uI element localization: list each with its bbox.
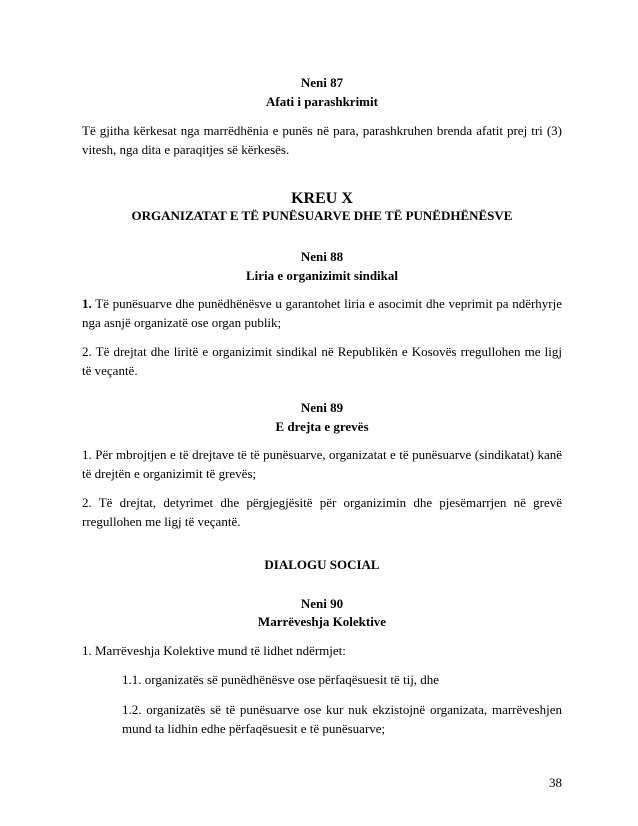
article-90-title: Marrëveshja Kolektive	[257, 614, 387, 629]
article-88-number: Neni 88	[300, 249, 344, 264]
article-90-paragraph-1: 1. Marrëveshja Kolektive mund të lidhet ndërmjet:	[82, 643, 346, 658]
paragraph-number: 1.	[82, 296, 92, 311]
document-page	[82, 0, 562, 826]
paragraph-text: Të punësuarve dhe punëdhënësve u garantohet liria e asocimit dhe veprimit pa ndërhyrje nga asnjë organizatë ose organ publik;	[82, 296, 562, 330]
chapter-label: KREU X	[291, 190, 353, 207]
article-89-title: E drejta e grevës	[275, 419, 369, 434]
article-88-paragraph-2: 2. Të drejtat dhe liritë e organizimit sindikal në Republikën e Kosovës rregullohen me ligj të veçantë.	[82, 344, 562, 378]
article-87-text: Të gjitha kërkesat nga marrëdhënia e punës në para, parashkruhen brenda afatit prej tri (3) vitesh, nga dita e paraqitjes së kërkesës.	[82, 123, 562, 157]
page-number: 38	[549, 775, 562, 790]
article-90-item-1-2: 1.2. organizatës së të punësuarve ose kur nuk ekzistojnë organizata, marrëveshjen mund ta lidhin edhe përfaqësuesit e të punësuarve;	[122, 702, 562, 736]
section-title: DIALOGU SOCIAL	[264, 557, 380, 572]
article-89-number: Neni 89	[300, 400, 344, 415]
article-88-title: Liria e organizimit sindikal	[245, 268, 399, 283]
article-89-paragraph-2: 2. Të drejtat, detyrimet dhe përgjegjësitë për organizimin dhe pjesëmarrjen në grevë rregullohen me ligj të veçantë.	[82, 495, 562, 529]
article-87-number: Neni 87	[300, 75, 344, 90]
chapter-title: ORGANIZATAT E TË PUNËSUARVE DHE TË PUNËDHËNËSVE	[131, 208, 513, 223]
article-88-paragraph-1	[82, 294, 562, 332]
article-90-item-1-1: 1.1. organizatës së punëdhënësve ose përfaqësuesit të tij, dhe	[122, 672, 440, 687]
article-90-number: Neni 90	[300, 596, 344, 611]
article-89-paragraph-1: 1. Për mbrojtjen e të drejtave të të punësuarve, organizatat e të punësuarve (sindikatat) kanë të drejtën e organizimit të grevës;	[82, 447, 562, 481]
article-87-title: Afati i parashkrimit	[266, 94, 378, 109]
